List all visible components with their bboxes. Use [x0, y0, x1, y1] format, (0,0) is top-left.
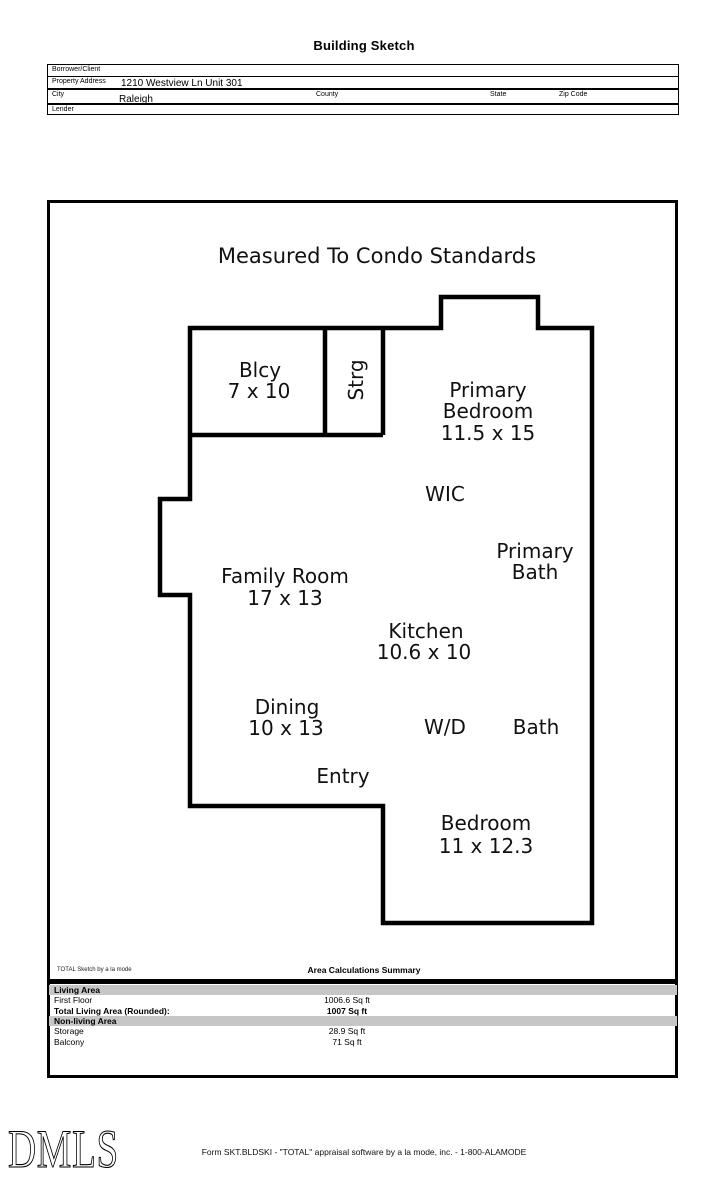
floor-plan-drawing — [47, 200, 678, 1078]
storage-row-value: 28.9 Sq ft — [328, 1026, 366, 1036]
total-living-area-row-value: 1007 Sq ft — [326, 1005, 368, 1016]
form-row-borrower — [48, 65, 678, 76]
total-living-area-row-label: Total Living Area (Rounded): — [54, 1005, 170, 1016]
primary-bath-label-line2: Bath — [511, 560, 559, 584]
washer-dryer-label: W/D — [424, 715, 466, 739]
family-room-label: Family Room — [221, 564, 349, 588]
kitchen-label: Kitchen — [388, 619, 464, 643]
balcony-label: Blcy — [238, 358, 282, 382]
city-label: City — [52, 91, 65, 98]
living-area-section-header: Living Area — [49, 985, 677, 995]
dining-label: Dining — [254, 695, 320, 719]
primary-bedroom-label-line1: Primary — [449, 378, 527, 402]
property-info-form — [47, 64, 679, 115]
area-calc-divider-bar — [49, 979, 677, 984]
county-label: County — [316, 91, 339, 98]
form-row-city-county-state-zip — [48, 88, 678, 103]
property-address-label: Property Address — [52, 78, 106, 85]
form-id-footer: Form SKT.BLDSKI - "TOTAL" appraisal software by a la mode, inc. - 1-800-ALAMODE — [201, 1147, 527, 1157]
bath-label: Bath — [512, 715, 560, 739]
primary-bedroom-label-line2: Bedroom — [442, 399, 534, 423]
lender-label: Lender — [52, 106, 74, 113]
borrower-label: Borrower/Client — [52, 66, 101, 73]
zip-label: Zip Code — [559, 91, 588, 98]
state-label: State — [490, 91, 507, 98]
wic-label: WIC — [425, 482, 465, 506]
property-address-value: 1210 Westview Ln Unit 301 — [121, 78, 243, 89]
entry-label: Entry — [316, 764, 370, 788]
family-room-dims: 17 x 13 — [247, 586, 323, 610]
sketch-software-note: TOTAL Sketch by a la mode — [57, 967, 132, 973]
form-row-property-address — [48, 76, 678, 88]
area-calc-title: Area Calculations Summary — [307, 965, 421, 975]
nonliving-area-section-header: Non-living Area — [49, 1016, 677, 1026]
balcony-dims: 7 x 10 — [227, 379, 291, 403]
primary-bedroom-dims: 11.5 x 15 — [440, 421, 536, 445]
primary-bath-label-line1: Primary — [496, 539, 574, 563]
bedroom-dims: 11 x 12.3 — [438, 834, 534, 858]
balcony-row-value: 71 Sq ft — [332, 1036, 362, 1047]
first-floor-row-value: 1006.6 Sq ft — [324, 995, 370, 1005]
balcony-row-label: Balcony — [54, 1036, 85, 1047]
mls-logo: DMLS — [8, 1119, 119, 1179]
page-title: Building Sketch — [313, 38, 415, 53]
dining-dims: 10 x 13 — [248, 716, 324, 740]
form-row-lender — [48, 103, 678, 114]
bedroom-label: Bedroom — [440, 811, 532, 835]
kitchen-dims: 10.6 x 10 — [376, 640, 472, 664]
storage-row-label: Storage — [54, 1026, 84, 1036]
storage-label: Strg — [344, 359, 368, 401]
first-floor-row-label: First Floor — [54, 995, 93, 1005]
plan-heading: Measured To Condo Standards — [217, 244, 537, 268]
city-value: Raleigh — [119, 94, 153, 105]
